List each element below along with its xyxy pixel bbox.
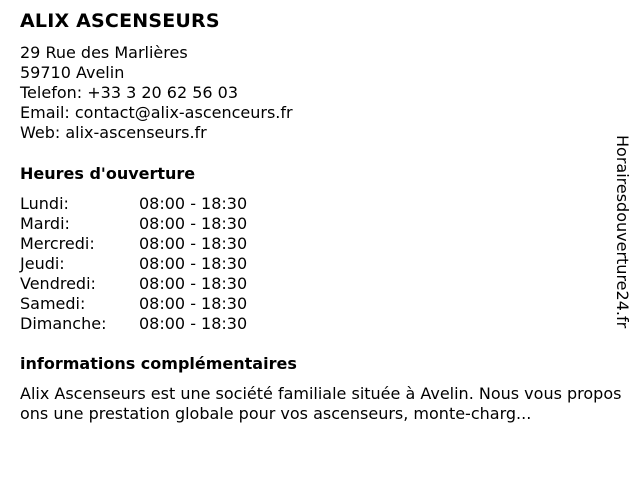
- time-range: 08:00 - 18:30: [139, 194, 248, 213]
- contact-block: [20, 43, 293, 143]
- time-range: 08:00 - 18:30: [139, 254, 248, 273]
- day-label: Vendredi:: [20, 274, 96, 293]
- hours-row-sunday: [20, 314, 280, 334]
- website-link[interactable]: Web: alix-ascenseurs.fr: [20, 123, 207, 142]
- day-label: Lundi:: [20, 194, 69, 213]
- day-label: Samedi:: [20, 294, 86, 313]
- time-range: 08:00 - 18:30: [139, 234, 248, 253]
- hours-row-thursday: [20, 254, 280, 274]
- day-label: Mardi:: [20, 214, 70, 233]
- time-range: 08:00 - 18:30: [139, 274, 248, 293]
- time-range: 08:00 - 18:30: [139, 294, 248, 313]
- address-street: 29 Rue des Marlières: [20, 43, 188, 62]
- business-name: ALIX ASCENSEURS: [20, 10, 220, 32]
- hours-row-wednesday: [20, 234, 280, 254]
- site-watermark: Horairesdouverture24.fr: [613, 135, 632, 329]
- opening-hours-table: [20, 194, 280, 334]
- address-city: 59710 Avelin: [20, 63, 125, 82]
- additional-info-heading: informations complémentaires: [20, 354, 297, 373]
- phone-link[interactable]: Telefon: +33 3 20 62 56 03: [20, 83, 239, 102]
- time-range: 08:00 - 18:30: [139, 314, 248, 333]
- business-description: Alix Ascenseurs est une société familiale située à Avelin. Nous vous proposons une prestation globale pour vos ascenseurs, monte-charg...: [20, 384, 622, 423]
- day-label: Mercredi:: [20, 234, 95, 253]
- email-link[interactable]: Email: contact@alix-ascenceurs.fr: [20, 103, 293, 122]
- hours-row-monday: [20, 194, 280, 214]
- hours-row-friday: [20, 274, 280, 294]
- hours-row-tuesday: [20, 214, 280, 234]
- day-label: Jeudi:: [20, 254, 65, 273]
- time-range: 08:00 - 18:30: [139, 214, 248, 233]
- opening-hours-heading: Heures d'ouverture: [20, 164, 196, 183]
- day-label: Dimanche:: [20, 314, 107, 333]
- hours-row-saturday: [20, 294, 280, 314]
